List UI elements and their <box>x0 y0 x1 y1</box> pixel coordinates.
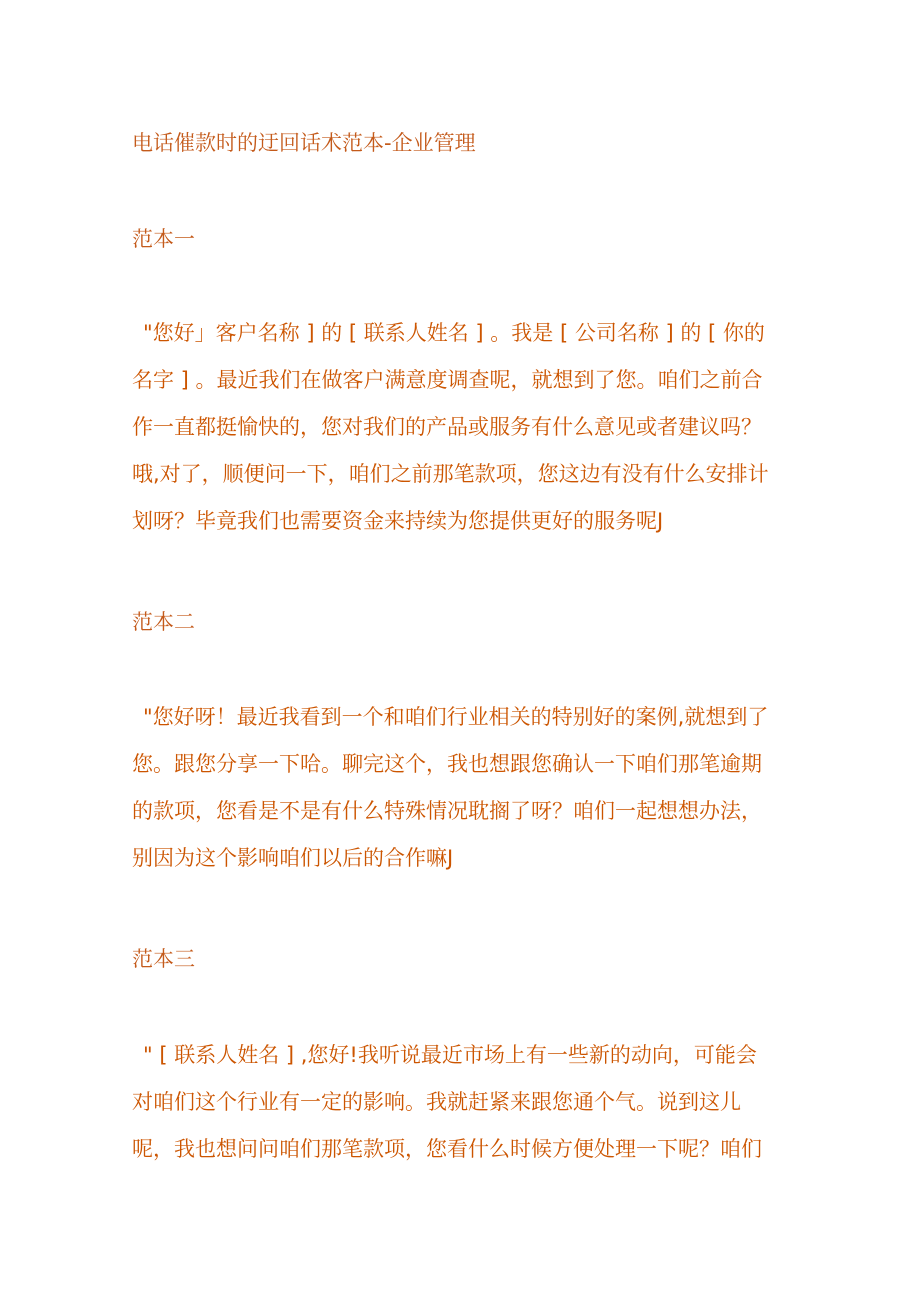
paragraph-line: 哦,对了，顺便问一下，咱们之前那笔款项，您这边有没有什么安排计 <box>132 462 769 486</box>
section-paragraph-1 <box>132 310 792 545</box>
section-heading-1: 范本一 <box>132 227 195 251</box>
paragraph-line: "您好呀！最近我看到一个和咱们行业相关的特别好的案例,就想到了 <box>143 705 769 729</box>
paragraph-line: 呢，我也想问问咱们那笔款项，您看什么时候方便处理一下呢？咱们 <box>132 1137 762 1161</box>
paragraph-line: 划呀？毕竟我们也需要资金来持续为您提供更好的服务呢J <box>132 509 664 533</box>
paragraph-line: " [ 联系人姓名 ] ,您好!我听说最近市场上有一些新的动向，可能会 <box>143 1043 757 1067</box>
section-heading-2: 范本二 <box>132 610 195 634</box>
paragraph-line: 的款项，您看是不是有什么特殊情况耽搁了呀？咱们一起想想办法， <box>132 799 762 823</box>
document-title: 电话催款时的迂回话术范本-企业管理 <box>132 131 476 155</box>
section-paragraph-2 <box>132 694 792 882</box>
paragraph-line: "您好」客户名称 ] 的 [ 联系人姓名 ] 。我是 [ 公司名称 ] 的 [ 你的 <box>143 321 765 345</box>
paragraph-line: 对咱们这个行业有一定的影响。我就赶紧来跟您通个气。说到这儿 <box>132 1090 741 1114</box>
section-paragraph-3 <box>132 1032 792 1173</box>
paragraph-line: 您。跟您分享一下哈。聊完这个，我也想跟您确认一下咱们那笔逾期 <box>132 752 762 776</box>
paragraph-line: 名字 ] 。最近我们在做客户满意度调查呢，就想到了您。咱们之前合 <box>132 368 763 392</box>
paragraph-line: 作一直都挺愉快的，您对我们的产品或服务有什么意见或者建议吗？ <box>132 415 762 439</box>
paragraph-line: 别因为这个影响咱们以后的合作嘛J <box>132 846 454 870</box>
section-heading-3: 范本三 <box>132 947 195 971</box>
